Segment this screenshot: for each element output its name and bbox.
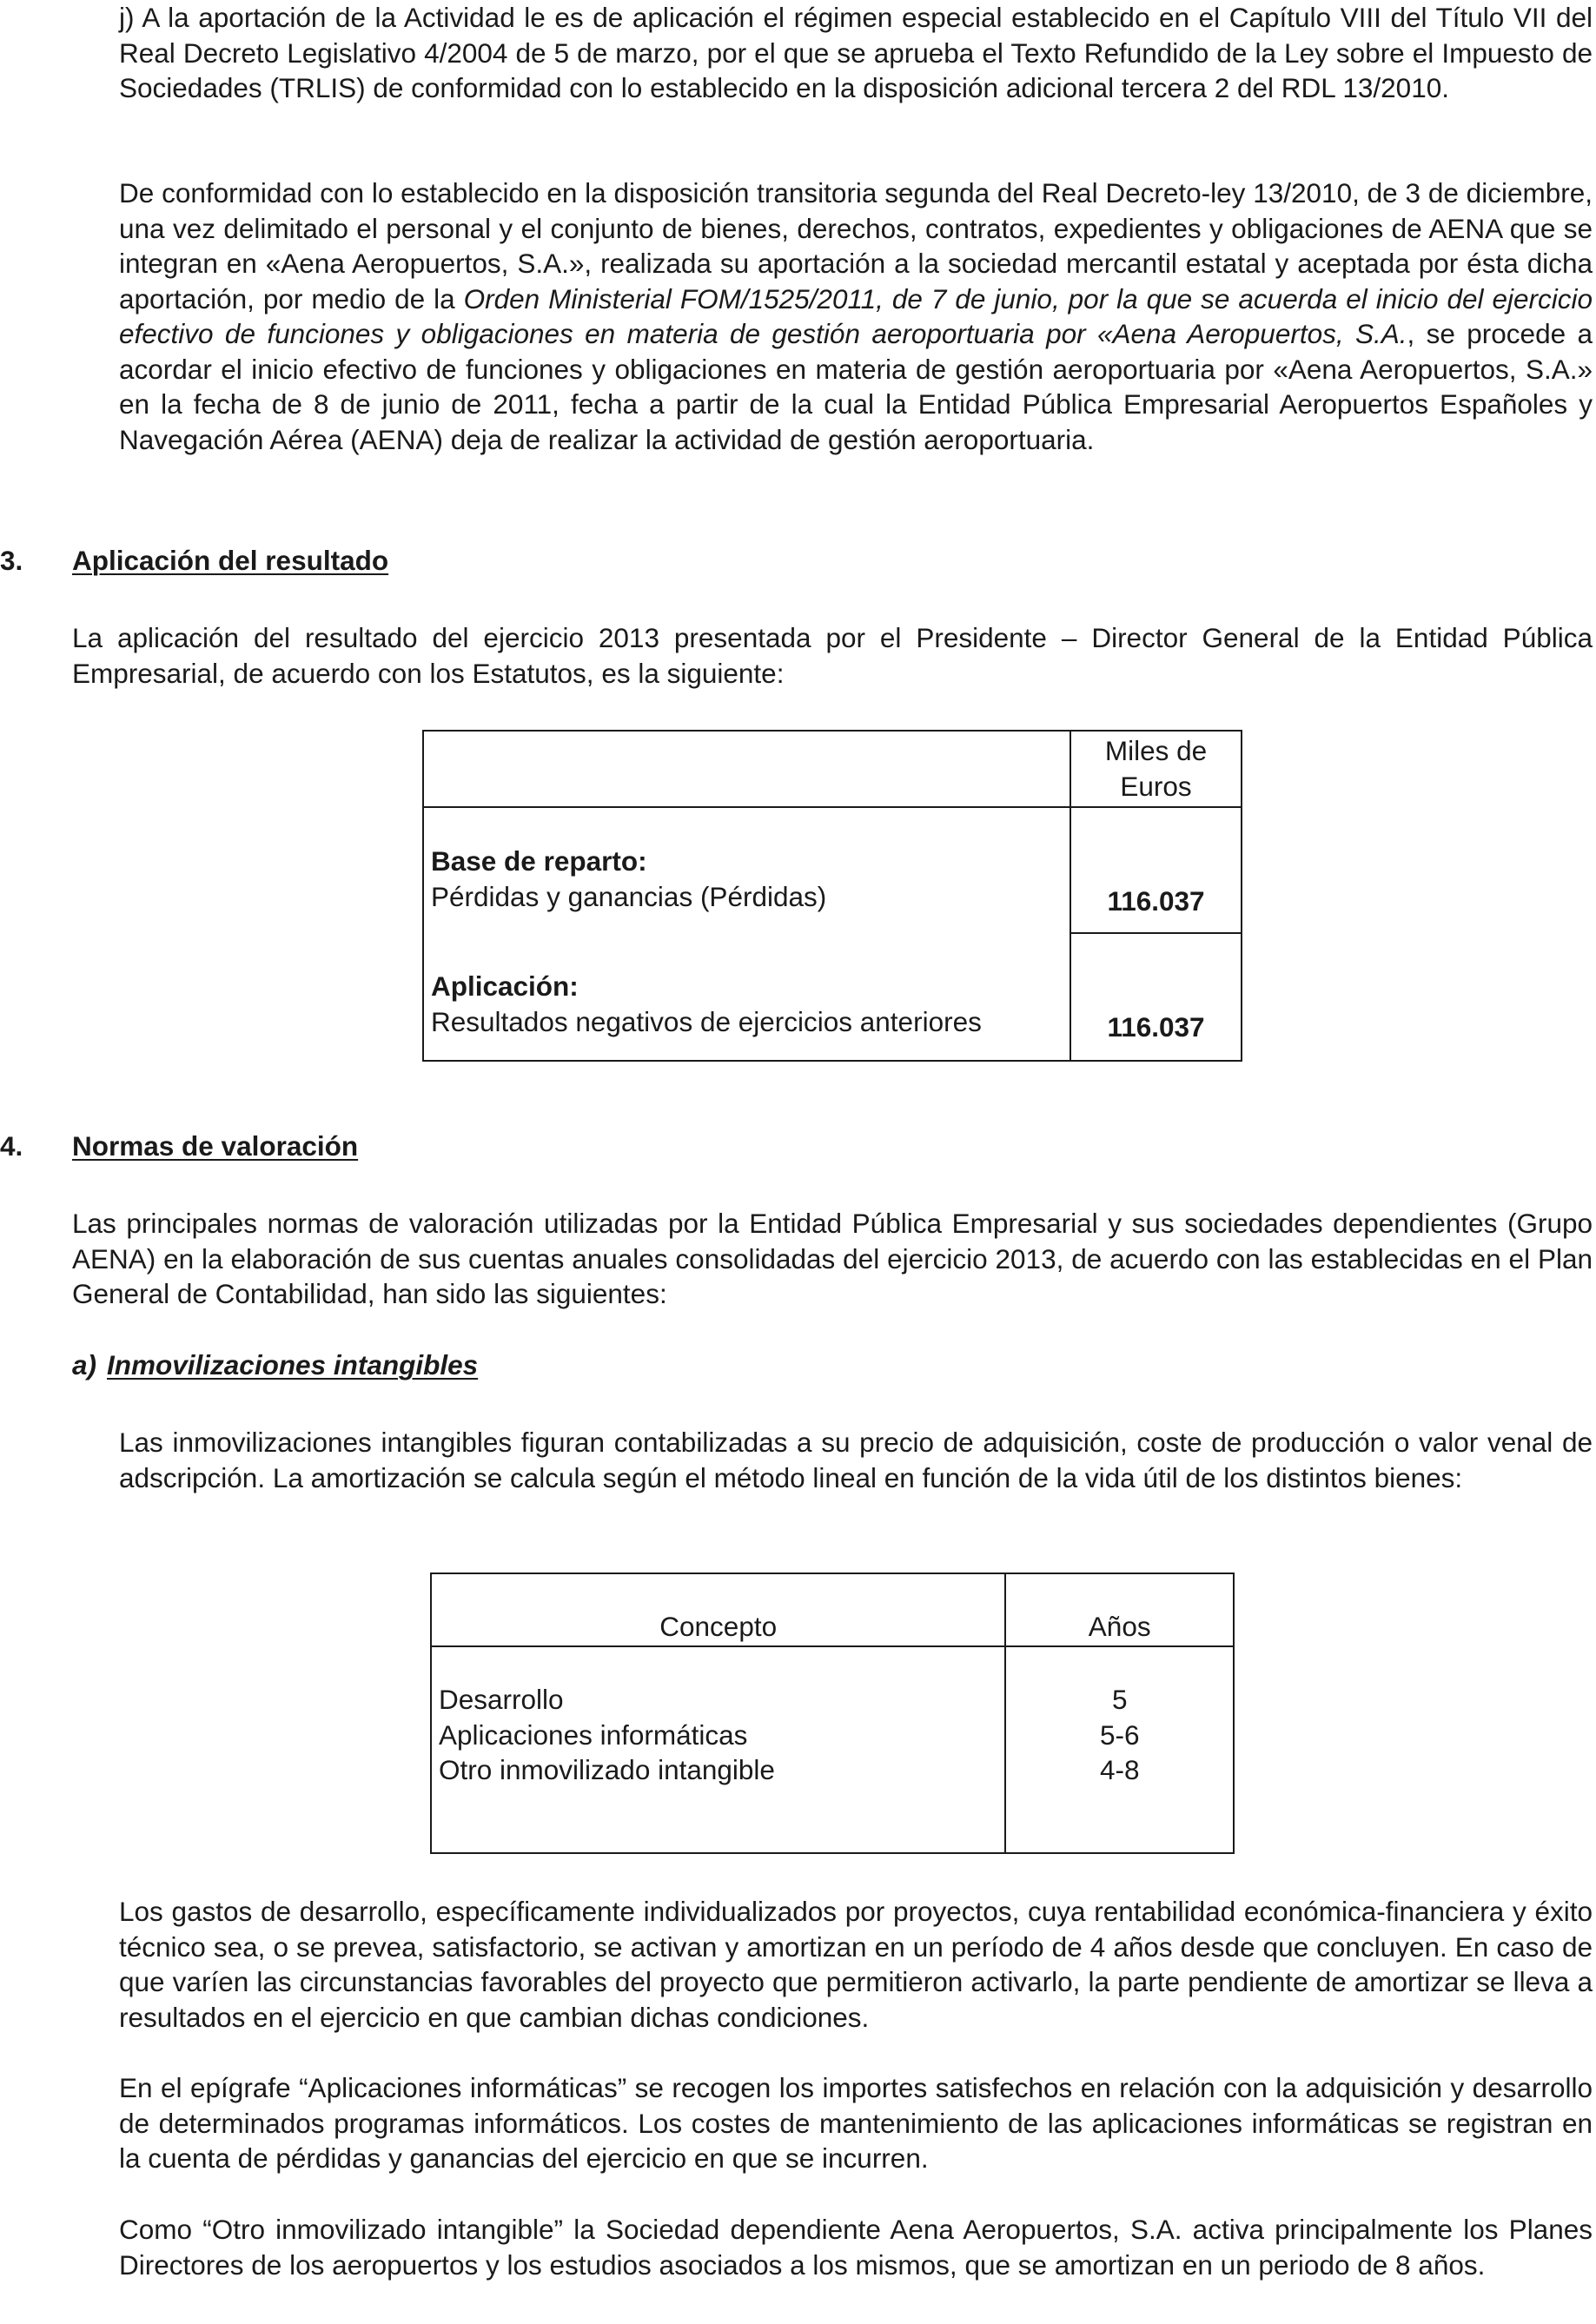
unit-line-1: Miles de: [1104, 735, 1208, 766]
useful-life-header-row: [431, 1573, 1234, 1646]
paragraph-j-transition-text-b: , se procede a acordar el inicio efectivo de funciones y obligaciones en materia de gestión aeroportuaria por «Aena Aeropuertos, S.A.» en la fecha de 8 de junio de 2011, fecha a partir de la cual la Entidad Pública Empresarial Aeropuertos Españoles y Navegación Aérea (AENA) deja de realizar la actividad de gestión aeroportuaria.: [119, 318, 1593, 455]
section-3-heading: [0, 543, 1596, 579]
base-label: Base de reparto:: [431, 845, 647, 877]
application-label: Aplicación:: [431, 970, 579, 1002]
years-desarrollo: 5: [1111, 1684, 1128, 1715]
unit-line-2: Euros: [1120, 771, 1192, 802]
base-amount-cell: [1070, 807, 1242, 933]
application-item: Resultados negativos de ejercicios anteriores: [431, 1005, 982, 1037]
section-4-title: Normas de valoración: [72, 1130, 359, 1162]
result-table-base-row: [423, 807, 1242, 933]
application-amount: 116.037: [1107, 1011, 1205, 1043]
paragraph-j-regime: j) A la aportación de la Actividad le es de aplicación el régimen especial establecido en el Capítulo VIII del Título VII del Real Decreto Legislativo 4/2004 de 5 de marzo, por el que se aprueba el Texto Refundido de la Ley sobre el Impuesto de Sociedades (TRLIS) de conformidad con lo establecido en la disposición adicional tercera 2 del RDL 13/2010.: [119, 2, 1593, 103]
concept-otro: Otro inmovilizado intangible: [439, 1754, 775, 1785]
concept-cell: [431, 1646, 1005, 1853]
years-cell: [1005, 1646, 1234, 1853]
years-aplicaciones: 5-6: [1099, 1718, 1140, 1751]
years-otro: 4-8: [1099, 1754, 1140, 1785]
section-4-heading: [0, 1129, 1596, 1165]
section-3-title: Aplicación del resultado: [72, 545, 389, 576]
section-4-number: 4.: [0, 1130, 23, 1162]
base-cell: [423, 807, 1070, 933]
result-table-application-row: [423, 933, 1242, 1061]
section-3-number: 3.: [0, 545, 23, 576]
subsection-a-title: Inmovilizaciones intangibles: [107, 1349, 479, 1380]
base-item: Pérdidas y ganancias (Pérdidas): [431, 880, 827, 912]
result-table-header-unit: [1070, 731, 1242, 807]
intangibles-intro: Las inmovilizaciones intangibles figuran contabilizadas a su precio de adquisición, coste de producción o valor venal de adscripción. La amortización se calcula según el método lineal en función de la vida útil de los distintos bienes:: [119, 1427, 1593, 1493]
paragraph-j-transition-text-a: De conformidad con lo establecido en la disposición transitoria segunda del Real Decreto-ley 13/2010, de 3 de diciembre, una vez delimitado el personal y el conjunto de bienes, derechos, contratos, expedientes y obligaciones de AENA que se integran en «Aena Aeropuertos, S.A.», realizada su aportación a la sociedad mercantil estatal y aceptada por ésta dicha aportación, por medio de la: [119, 177, 1593, 315]
development-costs-paragraph: Los gastos de desarrollo, específicamente individualizados por proyectos, cuya rentabilidad económica-financiera y éxito técnico sea, o se prevea, satisfactorio, se activan y amortizan en un período de 4 años desde que concluyen. En caso de que varíen las circunstancias favorables del proyecto que permitieron activarlo, la parte pendiente de amortizar se lleva a resultados en el ejercicio en que cambian dichas condiciones.: [119, 1896, 1593, 2033]
useful-life-table: [430, 1573, 1235, 1854]
other-intangible-paragraph: Como “Otro inmovilizado intangible” la Sociedad dependiente Aena Aeropuertos, S.A. activa principalmente los Planes Directores de los aeropuertos y los estudios asociados a los mismos, que se amortizan en un periodo de 8 años.: [119, 2214, 1593, 2281]
application-cell: [423, 933, 1070, 1061]
concept-desarrollo: Desarrollo: [439, 1684, 564, 1715]
subsection-a-letter: a): [72, 1349, 97, 1380]
subsection-a-heading: [72, 1347, 478, 1383]
result-table-header-blank: [423, 731, 1070, 807]
application-amount-cell: [1070, 933, 1242, 1061]
software-paragraph: En el epígrafe “Aplicaciones informáticas” se recogen los importes satisfechos en relación con la adquisición y desarrollo de determinados programas informáticos. Los costes de mantenimiento de las aplicaciones informáticas se registran en la cuenta de pérdidas y ganancias del ejercicio en que se incurren.: [119, 2072, 1593, 2174]
section-4-intro: Las principales normas de valoración utilizadas por la Entidad Pública Empresarial y sus sociedades dependientes (Grupo AENA) en la elaboración de sus cuentas anuales consolidadas del ejercicio 2013, de acuerdo con las establecidas en el Plan General de Contabilidad, han sido las siguientes:: [72, 1208, 1593, 1309]
concept-aplicaciones: Aplicaciones informáticas: [439, 1718, 748, 1751]
header-years: Años: [1005, 1573, 1234, 1646]
paragraph-j-transition: [119, 175, 1593, 457]
result-table-header-row: [423, 731, 1242, 807]
section-3-intro: La aplicación del resultado del ejercicio 2013 presentada por el Presidente – Director General de la Entidad Pública Empresarial, de acuerdo con los Estatutos, es la siguiente:: [72, 622, 1593, 689]
useful-life-body-row: [431, 1646, 1234, 1853]
result-application-table: [422, 730, 1242, 1062]
base-amount: 116.037: [1107, 885, 1205, 917]
order-reference-italic: Orden Ministerial FOM/1525/2011, de 7 de junio, por la que se acuerda el inicio del ejercicio efectivo de funciones y obligaciones en materia de gestión aeroportuaria por «Aena Aeropuertos, S.A.: [119, 282, 1593, 349]
header-concept: Concepto: [431, 1573, 1005, 1646]
